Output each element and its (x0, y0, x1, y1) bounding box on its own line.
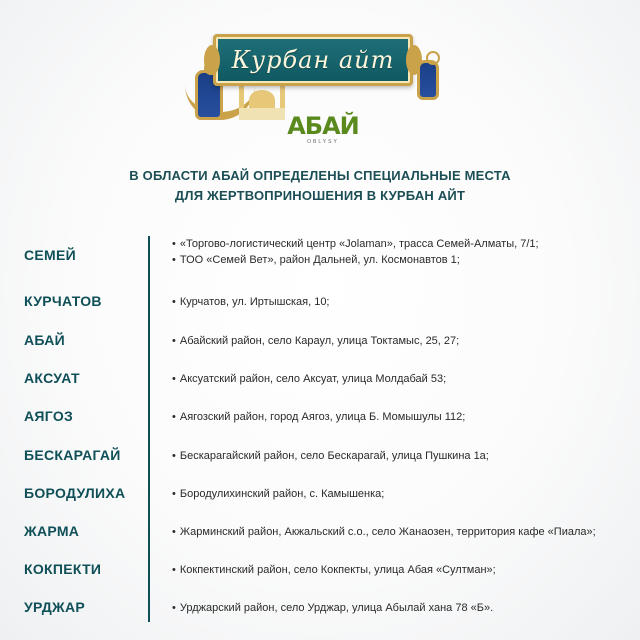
address-item: • ТОО «Семей Вет», район Дальней, ул. Космонавтов 1; (172, 254, 460, 266)
address-item: • Аягозский район, город Аягоз, улица Б. Момышулы 112; (172, 411, 466, 423)
banner-title: Курбан айт (231, 46, 395, 74)
city-name: КОКПЕКТИ (24, 561, 102, 577)
address-item: • Бородулихинский район, с. Камышенка; (172, 488, 385, 500)
heading-line-2: ДЛЯ ЖЕРТВОПРИНОШЕНИЯ В КУРБАН АЙТ (174, 188, 466, 203)
city-name: КУРЧАТОВ (24, 293, 102, 309)
page-heading (0, 166, 640, 206)
address-item: • Аксуатский район, село Аксуат, улица Молдабай 53; (172, 373, 447, 385)
city-name: ЖАРМА (24, 523, 80, 539)
address-item: • «Торгово-логистический центр «Jolaman», трасса Семей-Алматы, 7/1; (172, 238, 539, 250)
logo-text: АБАЙ (287, 112, 359, 140)
city-name: АКСУАТ (24, 370, 80, 386)
city-name: УРДЖАР (24, 599, 86, 615)
city-name: АБАЙ (24, 332, 66, 348)
address-item: • Урджарский район, село Урджар, улица Абылай хана 78 «Б». (172, 602, 494, 614)
address-item: • Кокпектинский район, село Кокпекты, улица Абая «Султман»; (172, 564, 496, 576)
heading-line-1: В ОБЛАСТИ АБАЙ ОПРЕДЕЛЕНЫ СПЕЦИАЛЬНЫЕ МЕСТА (129, 168, 511, 183)
city-name: СЕМЕЙ (24, 247, 77, 263)
logo-subtext: OBLYSY (307, 139, 339, 145)
address-item: • Жарминский район, Акжальский с.о., село Жанаозен, территория кафе «Пиала»; (172, 526, 596, 538)
address-item: • Абайский район, село Караул, улица Токтамыс, 25, 27; (172, 335, 460, 347)
vertical-divider (148, 236, 150, 622)
city-name: АЯГОЗ (24, 408, 74, 424)
lantern-icon (417, 60, 439, 100)
title-banner (213, 34, 413, 86)
address-item: • Бескарагайский район, село Бескарагай, улица Пушкина 1а; (172, 450, 489, 462)
address-list (172, 236, 539, 268)
abai-logo (287, 113, 359, 149)
address-item: • Курчатов, ул. Иртышская, 10; (172, 296, 330, 308)
city-name: БОРОДУЛИХА (24, 485, 126, 501)
mosque-icon (237, 90, 287, 120)
city-name: БЕСКАРАГАЙ (24, 447, 121, 463)
